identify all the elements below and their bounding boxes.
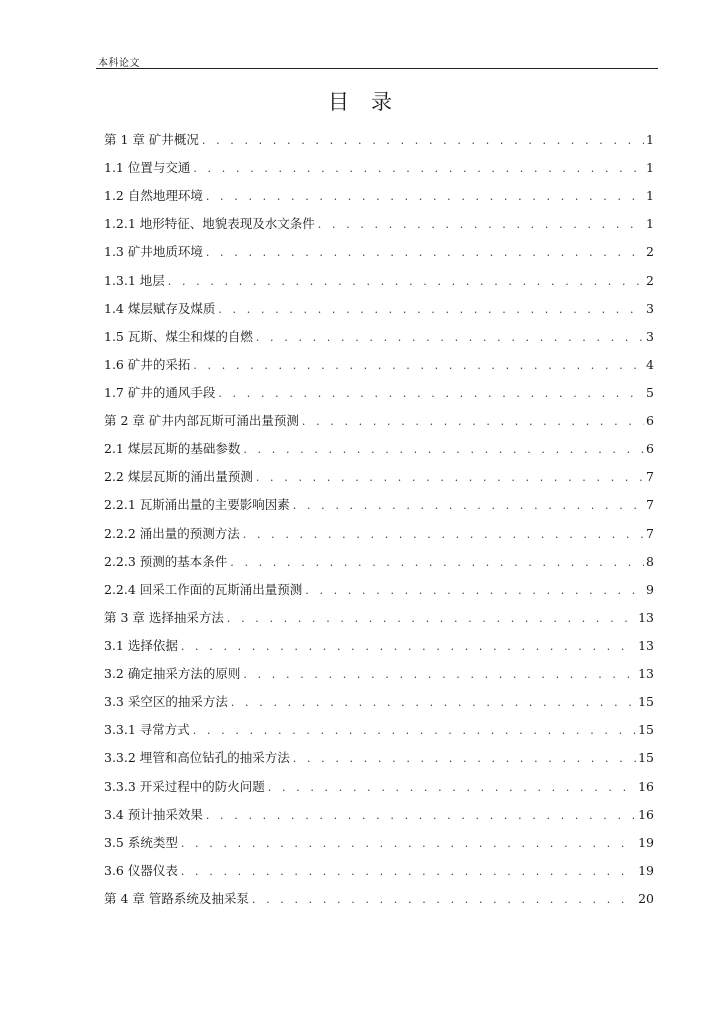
toc-entry-title: 1.6 矿井的采拓	[104, 356, 191, 372]
toc-dot-leader	[218, 296, 644, 324]
toc-entry-title: 3.2 确定抽采方法的原则	[104, 666, 241, 682]
toc-page-number: 19	[638, 862, 654, 878]
toc-entry-title: 3.3.2 埋管和高位钻孔的抽采方法	[104, 750, 290, 766]
toc-entry-title: 1.7 矿井的通风手段	[104, 384, 216, 400]
toc-entry-title: 1.3 矿井地质环境	[104, 244, 203, 260]
toc-dot-leader	[293, 745, 636, 773]
toc-page-number: 19	[638, 834, 654, 850]
toc-entry[interactable]	[104, 857, 654, 885]
toc-entry-title: 3.1 选择依据	[104, 637, 178, 653]
toc-entry[interactable]	[104, 379, 654, 407]
toc-page-number: 15	[638, 750, 654, 766]
toc-entry[interactable]	[104, 744, 654, 772]
toc-page-number: 1	[646, 216, 654, 232]
toc-entry[interactable]	[104, 154, 654, 182]
toc-entry-title: 2.2.4 回采工作面的瓦斯涌出量预测	[104, 581, 303, 597]
toc-dot-leader	[206, 183, 644, 211]
toc-entry-title: 2.2.2 涌出量的预测方法	[104, 525, 240, 541]
toc-entry-title: 2.2 煤层瓦斯的涌出量预测	[104, 469, 253, 485]
toc-dot-leader	[181, 858, 636, 886]
toc-entry-title: 3.3.3 开采过程中的防火问题	[104, 778, 265, 794]
toc-entry-title: 3.6 仪器仪表	[104, 862, 178, 878]
toc-page-number: 16	[638, 806, 654, 822]
toc-dot-leader	[206, 802, 636, 830]
toc-dot-leader	[218, 380, 644, 408]
toc-dot-leader	[181, 633, 636, 661]
toc-page-number: 13	[638, 609, 654, 625]
toc-entry-title: 3.3.1 寻常方式	[104, 722, 190, 738]
toc-page-number: 4	[646, 356, 654, 372]
toc-entry[interactable]	[104, 238, 654, 266]
toc-entry[interactable]	[104, 295, 654, 323]
toc-page-number: 15	[638, 694, 654, 710]
toc-page-number: 7	[646, 469, 654, 485]
toc-page-number: 15	[638, 722, 654, 738]
toc-entry[interactable]	[104, 323, 654, 351]
toc-page-number: 7	[646, 497, 654, 513]
toc-entry[interactable]	[104, 267, 654, 295]
toc-entry-title: 2.2.1 瓦斯涌出量的主要影响因素	[104, 497, 290, 513]
toc-entry-title: 2.2.3 预测的基本条件	[104, 553, 228, 569]
toc-entry[interactable]	[104, 688, 654, 716]
toc-page-number: 7	[646, 525, 654, 541]
toc-entry-title: 3.4 预计抽采效果	[104, 806, 203, 822]
toc-entry-title: 3.5 系统类型	[104, 834, 178, 850]
toc-entry[interactable]	[104, 660, 654, 688]
toc-entry[interactable]	[104, 351, 654, 379]
toc-entry[interactable]	[104, 407, 654, 435]
toc-entry[interactable]	[104, 463, 654, 491]
toc-entry-title: 3.3 采空区的抽采方法	[104, 694, 228, 710]
toc-dot-leader	[293, 492, 644, 520]
toc-dot-leader	[206, 239, 644, 267]
toc-page-number: 16	[638, 778, 654, 794]
toc-page-number: 13	[638, 637, 654, 653]
toc-dot-leader	[302, 408, 644, 436]
toc-dot-leader	[227, 605, 636, 633]
toc-entry[interactable]	[104, 716, 654, 744]
toc-entry-title: 2.1 煤层瓦斯的基础参数	[104, 441, 241, 457]
toc-entry-title: 第 3 章 选择抽采方法	[104, 609, 224, 625]
toc-dot-leader	[230, 549, 644, 577]
toc-entry-title: 1.5 瓦斯、煤尘和煤的自燃	[104, 328, 253, 344]
toc-page-number: 6	[646, 441, 654, 457]
toc-entry[interactable]	[104, 491, 654, 519]
toc-dot-leader	[252, 886, 636, 914]
toc-entry[interactable]	[104, 210, 654, 238]
toc-entry[interactable]	[104, 576, 654, 604]
toc-entry[interactable]	[104, 604, 654, 632]
page-header: 本科论文	[98, 58, 140, 69]
toc-page-number: 2	[646, 272, 654, 288]
toc-dot-leader	[268, 774, 636, 802]
toc-entry-title: 1.2 自然地理环境	[104, 188, 203, 204]
toc-dot-leader	[243, 521, 644, 549]
toc-entry[interactable]	[104, 801, 654, 829]
toc-entry[interactable]	[104, 182, 654, 210]
toc-dot-leader	[243, 661, 636, 689]
toc-entry[interactable]	[104, 435, 654, 463]
toc-dot-leader	[193, 717, 636, 745]
toc-dot-leader	[305, 577, 644, 605]
toc-page-number: 1	[646, 160, 654, 176]
toc-page-number: 1	[646, 132, 654, 147]
toc-page-number: 3	[646, 300, 654, 316]
toc-page-number: 2	[646, 244, 654, 260]
toc-dot-leader	[256, 464, 644, 492]
toc-entry[interactable]	[104, 548, 654, 576]
toc-page-number: 3	[646, 328, 654, 344]
toc-page-number: 13	[638, 666, 654, 682]
toc-page-number: 6	[646, 413, 654, 429]
toc-entry[interactable]	[104, 632, 654, 660]
toc-entry[interactable]	[104, 829, 654, 857]
toc-dot-leader	[318, 211, 644, 239]
toc-entry[interactable]	[104, 773, 654, 801]
toc-entry-title: 第 4 章 管路系统及抽采泵	[104, 890, 249, 906]
toc-dot-leader	[231, 689, 636, 717]
toc-entry[interactable]	[104, 520, 654, 548]
header-rule	[96, 68, 658, 69]
toc-entry-title: 1.3.1 地层	[104, 272, 165, 288]
toc-page-number: 5	[646, 384, 654, 400]
toc-entry[interactable]	[104, 885, 654, 913]
toc-dot-leader	[181, 830, 636, 858]
toc-title: 目录	[328, 90, 414, 114]
toc-page-number: 1	[646, 188, 654, 204]
table-of-contents	[104, 126, 654, 913]
toc-dot-leader	[256, 324, 644, 352]
toc-page-number: 9	[646, 581, 654, 597]
toc-entry-title: 1.1 位置与交通	[104, 160, 191, 176]
toc-page-number: 20	[638, 890, 654, 906]
toc-entry-title: 1.4 煤层赋存及煤质	[104, 300, 216, 316]
toc-dot-leader	[193, 352, 644, 380]
toc-entry-title: 1.2.1 地形特征、地貌表现及水文条件	[104, 216, 315, 232]
toc-page-number: 8	[646, 553, 654, 569]
toc-dot-leader	[202, 127, 644, 155]
toc-entry-title: 第 2 章 矿井内部瓦斯可涌出量预测	[104, 413, 299, 429]
toc-dot-leader	[168, 268, 644, 296]
toc-entry[interactable]	[104, 126, 654, 154]
toc-dot-leader	[243, 436, 644, 464]
toc-dot-leader	[193, 155, 644, 183]
toc-entry-title: 第 1 章 矿井概况	[104, 132, 199, 147]
